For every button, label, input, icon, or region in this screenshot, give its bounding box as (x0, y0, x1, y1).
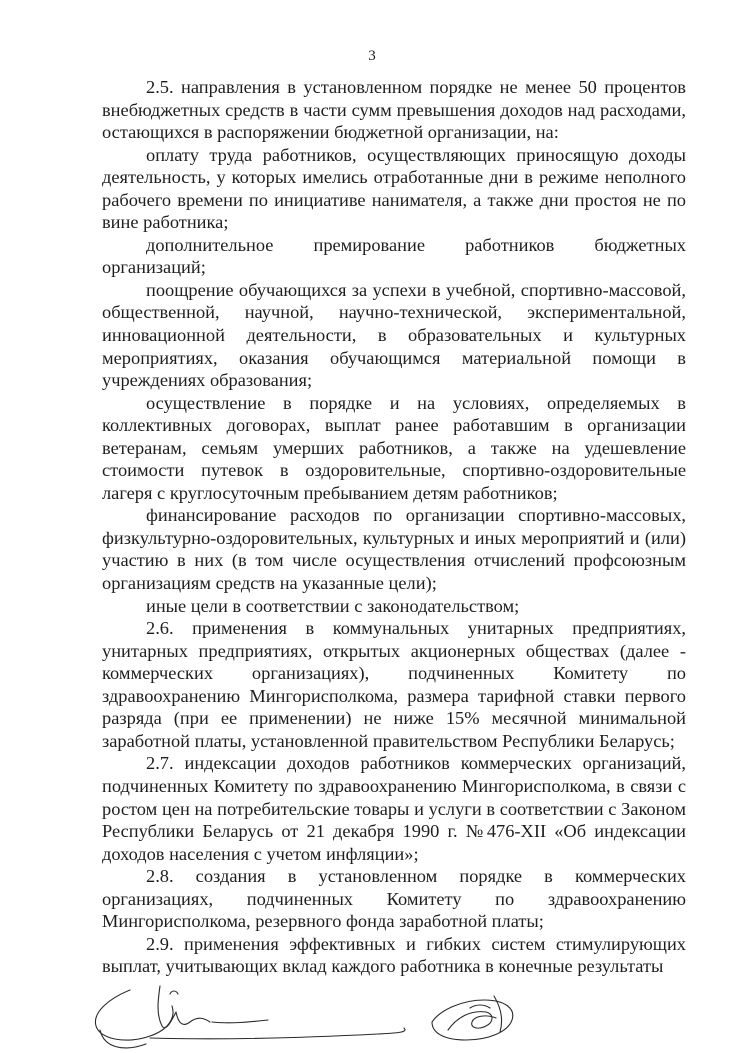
page-number: 3 (368, 48, 376, 64)
paragraph-2-5: 2.5. направления в установленном порядке не менее 50 процентов внебюджетных средств в части сумм превышения доходов над расходами, остающихся в распоряжении бюджетной организации, на: (102, 77, 686, 143)
handwritten-signatures (0, 960, 744, 1053)
left-signature (95, 986, 405, 1048)
paragraph-2-6: 2.6. применения в коммунальных унитарных предприятиях, унитарных предприятиях, открытых акционерных обществах (далее - коммерческих организациях), подчиненных Комитету по здравоохранению Мингорисполкома, размера тарифной ставки первого разряда (при ее применении) не ниже 15% месячной минимальной заработной платы, установленной правительством Республики Беларусь; (102, 618, 686, 751)
paragraph-2-7: 2.7. индексации доходов работников коммерческих организаций, подчиненных Комитету по здравоохранению Мингорисполкома, в связи с ростом цен на потребительские товары и услуги в соответствии с Законом Республики Беларусь от 21 декабря 1990 г. №476-XII «Об индексации доходов населения с учетом инфляции»; (102, 753, 686, 864)
paragraph-labor-payment: оплату труда работников, осуществляющих приносящую доходы деятельность, у которых имелись отработанные дни в режиме неполного рабочего времени по инициативе нанимателя, а также дни простоя не по вине работника; (102, 144, 686, 233)
paragraph-2-8: 2.8. создания в установленном порядке в коммерческих организациях, подчиненных Комитету по здравоохранению Мингорисполкома, резервного фонда заработной платы; (102, 866, 686, 932)
paragraph-other-purposes: иные цели в соответствии с законодательством; (146, 595, 520, 616)
paragraph-sports-financing: финансирование расходов по организации спортивно-массовых, физкультурно-оздоровительных, культурных и иных мероприятий и (или) участию в них (в том числе осуществления отчислений профсоюзным организациям средств на указанные цели); (102, 505, 686, 594)
paragraph-student-encouragement: поощрение обучающихся за успехи в учебной, спортивно-массовой, общественной, научной, научно-технической, экспериментальной, инновационной деятельности, в образовательных и культурных мероприятиях, оказания обучающимся материальной помощи в учреждениях образования; (102, 279, 686, 391)
right-signature (432, 996, 513, 1040)
paragraph-2-9: 2.9. применения эффективных и гибких систем стимулирующих выплат, учитывающих вклад каждого работника в конечные результаты (102, 933, 686, 977)
paragraph-veterans-payments: осуществление в порядке и на условиях, определяемых в коллективных договорах, выплат ранее работавшим в организации ветеранам, семьям умерших работников, а также на удешевление стоимости путевок в оздоровительные, спортивно-оздоровительные лагеря с круглосуточным пребыванием детям работников; (102, 392, 686, 503)
document-body (102, 76, 686, 978)
paragraph-bonus: дополнительное премирование работников бюджетных организаций; (102, 234, 686, 278)
